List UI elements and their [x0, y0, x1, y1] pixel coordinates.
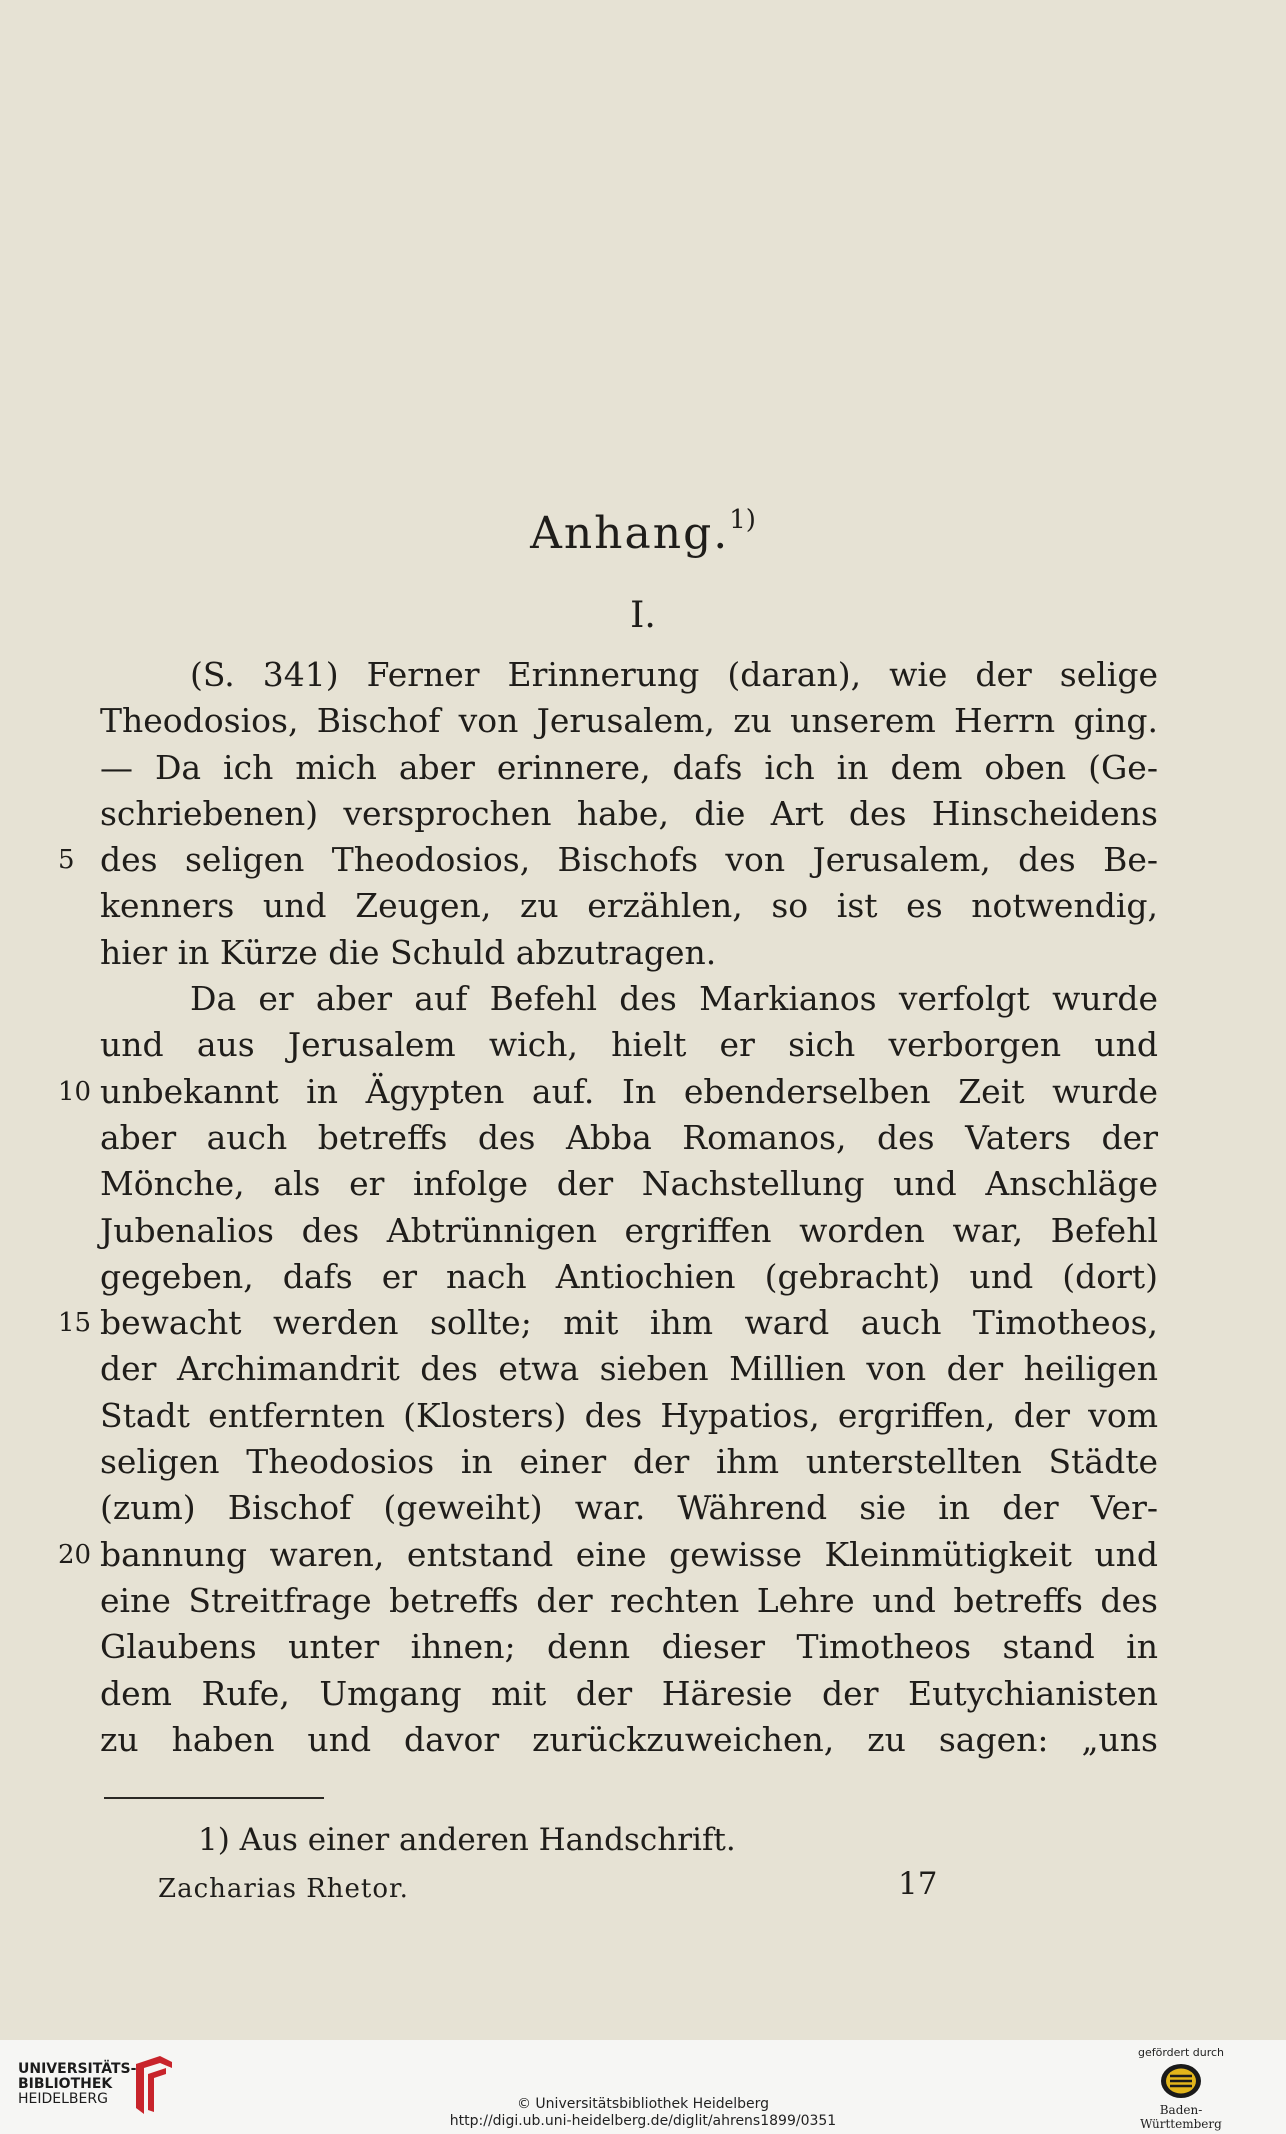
line-text: eine Streitfrage betreffs der rechten Lehre und betreffs des	[100, 1580, 1158, 1620]
text-line	[100, 1208, 1158, 1254]
page-heading	[0, 505, 1286, 559]
line-text: (S. 341) Ferner Erinnerung (daran), wie der selige	[190, 655, 1158, 694]
text-line	[58, 1069, 1158, 1115]
line-text: — Da ich mich aber erinnere, dafs ich in dem oben (Ge-	[100, 747, 1158, 787]
section-number: I.	[630, 595, 656, 636]
text-line	[100, 1393, 1158, 1439]
logo-line-2: BIBLIOTHEK	[18, 2076, 113, 2092]
line-number: 20	[58, 1539, 92, 1570]
sponsor-label: gefördert durch	[1137, 2046, 1225, 2059]
line-text: der Archimandrit des etwa sieben Millien von der heiligen	[100, 1349, 1158, 1389]
sponsor-name: Baden-Württemberg	[1140, 2103, 1222, 2131]
text-line	[100, 791, 1158, 837]
text-line	[100, 1346, 1158, 1392]
line-text: Jubenalios des Abtrünnigen ergriffen worden war, Befehl	[100, 1210, 1158, 1250]
line-text: gegeben, dafs er nach Antiochien (gebracht) und (dort)	[100, 1256, 1158, 1296]
copyright-notice	[0, 2096, 1286, 2130]
footnote-divider	[104, 1797, 324, 1799]
text-line	[58, 1300, 1158, 1346]
text-line	[100, 1115, 1158, 1161]
line-text: bannung waren, entstand eine gewisse Kleinmütigkeit und	[100, 1534, 1158, 1574]
text-line	[100, 1439, 1158, 1485]
line-text: zu haben und davor zurückzuweichen, zu sagen: „uns	[100, 1719, 1158, 1759]
line-text: Stadt entfernten (Klosters) des Hypatios, ergriffen, der vom	[100, 1395, 1158, 1435]
line-text: (zum) Bischof (geweiht) war. Während sie in der Ver-	[100, 1488, 1158, 1528]
sponsor-block	[1126, 2046, 1236, 2131]
line-text: unbekannt in Ägypten auf. In ebenderselben Zeit wurde	[100, 1071, 1158, 1111]
text-line	[100, 930, 1158, 976]
text-line	[100, 883, 1158, 929]
line-text: Glaubens unter ihnen; denn dieser Timotheos stand in	[100, 1627, 1158, 1667]
line-text: seligen Theodosios in einer der ihm unterstellten Städte	[100, 1442, 1158, 1482]
line-number: 5	[58, 845, 75, 876]
text-line	[100, 1161, 1158, 1207]
line-text: bewacht werden sollte; mit ihm ward auch Timotheos,	[100, 1303, 1158, 1343]
permalink[interactable]: http://digi.ub.uni-heidelberg.de/diglit/ahrens1899/0351	[449, 2113, 837, 2129]
text-line	[100, 1022, 1158, 1068]
text-line	[58, 1532, 1158, 1578]
line-text: aber auch betreffs des Abba Romanos, des Vaters der	[100, 1117, 1158, 1157]
text-line	[100, 1578, 1158, 1624]
line-text: und aus Jerusalem wich, hielt er sich verborgen und	[100, 1025, 1158, 1065]
logo-line-1: UNIVERSITÄTS-	[18, 2061, 137, 2077]
text-line	[100, 698, 1158, 744]
text-line	[58, 837, 1158, 883]
line-text: kenners und Zeugen, zu erzählen, so ist es notwendig,	[100, 886, 1158, 926]
text-line	[100, 652, 1158, 698]
text-line	[100, 976, 1158, 1022]
line-text: des seligen Theodosios, Bischofs von Jerusalem, des Be-	[100, 840, 1158, 880]
line-text: Da er aber auf Befehl des Markianos verfolgt wurde	[190, 979, 1158, 1019]
state-coat-of-arms-icon	[1157, 2061, 1205, 2101]
page-number: 17	[898, 1866, 938, 1902]
body-text	[58, 652, 1158, 1763]
text-line	[100, 1485, 1158, 1531]
signature-line: Zacharias Rhetor.	[158, 1874, 409, 1904]
text-line	[100, 1717, 1158, 1763]
line-text: schriebenen) versprochen habe, die Art des Hinscheidens	[100, 793, 1158, 833]
line-text: Theodosios, Bischof von Jerusalem, zu unserem Herrn ging.	[100, 701, 1158, 741]
footer-bar	[0, 2040, 1286, 2134]
text-line	[100, 1671, 1158, 1717]
text-line	[100, 745, 1158, 791]
text-line	[100, 1624, 1158, 1670]
copyright-text: © Universitätsbibliothek Heidelberg	[516, 2096, 769, 2112]
heading-text: Anhang.	[530, 508, 730, 559]
logo-line-3: HEIDELBERG	[18, 2091, 108, 2107]
line-number: 15	[58, 1308, 92, 1339]
text-line	[100, 1254, 1158, 1300]
heading-footnote-marker: 1)	[729, 505, 756, 535]
line-number: 10	[58, 1076, 92, 1107]
footnote: 1) Aus einer anderen Handschrift.	[198, 1822, 736, 1858]
line-text: dem Rufe, Umgang mit der Häresie der Eutychianisten	[100, 1673, 1158, 1713]
line-text: Mönche, als er infolge der Nachstellung und Anschläge	[100, 1164, 1158, 1204]
line-text: hier in Kürze die Schuld abzutragen.	[100, 932, 717, 972]
